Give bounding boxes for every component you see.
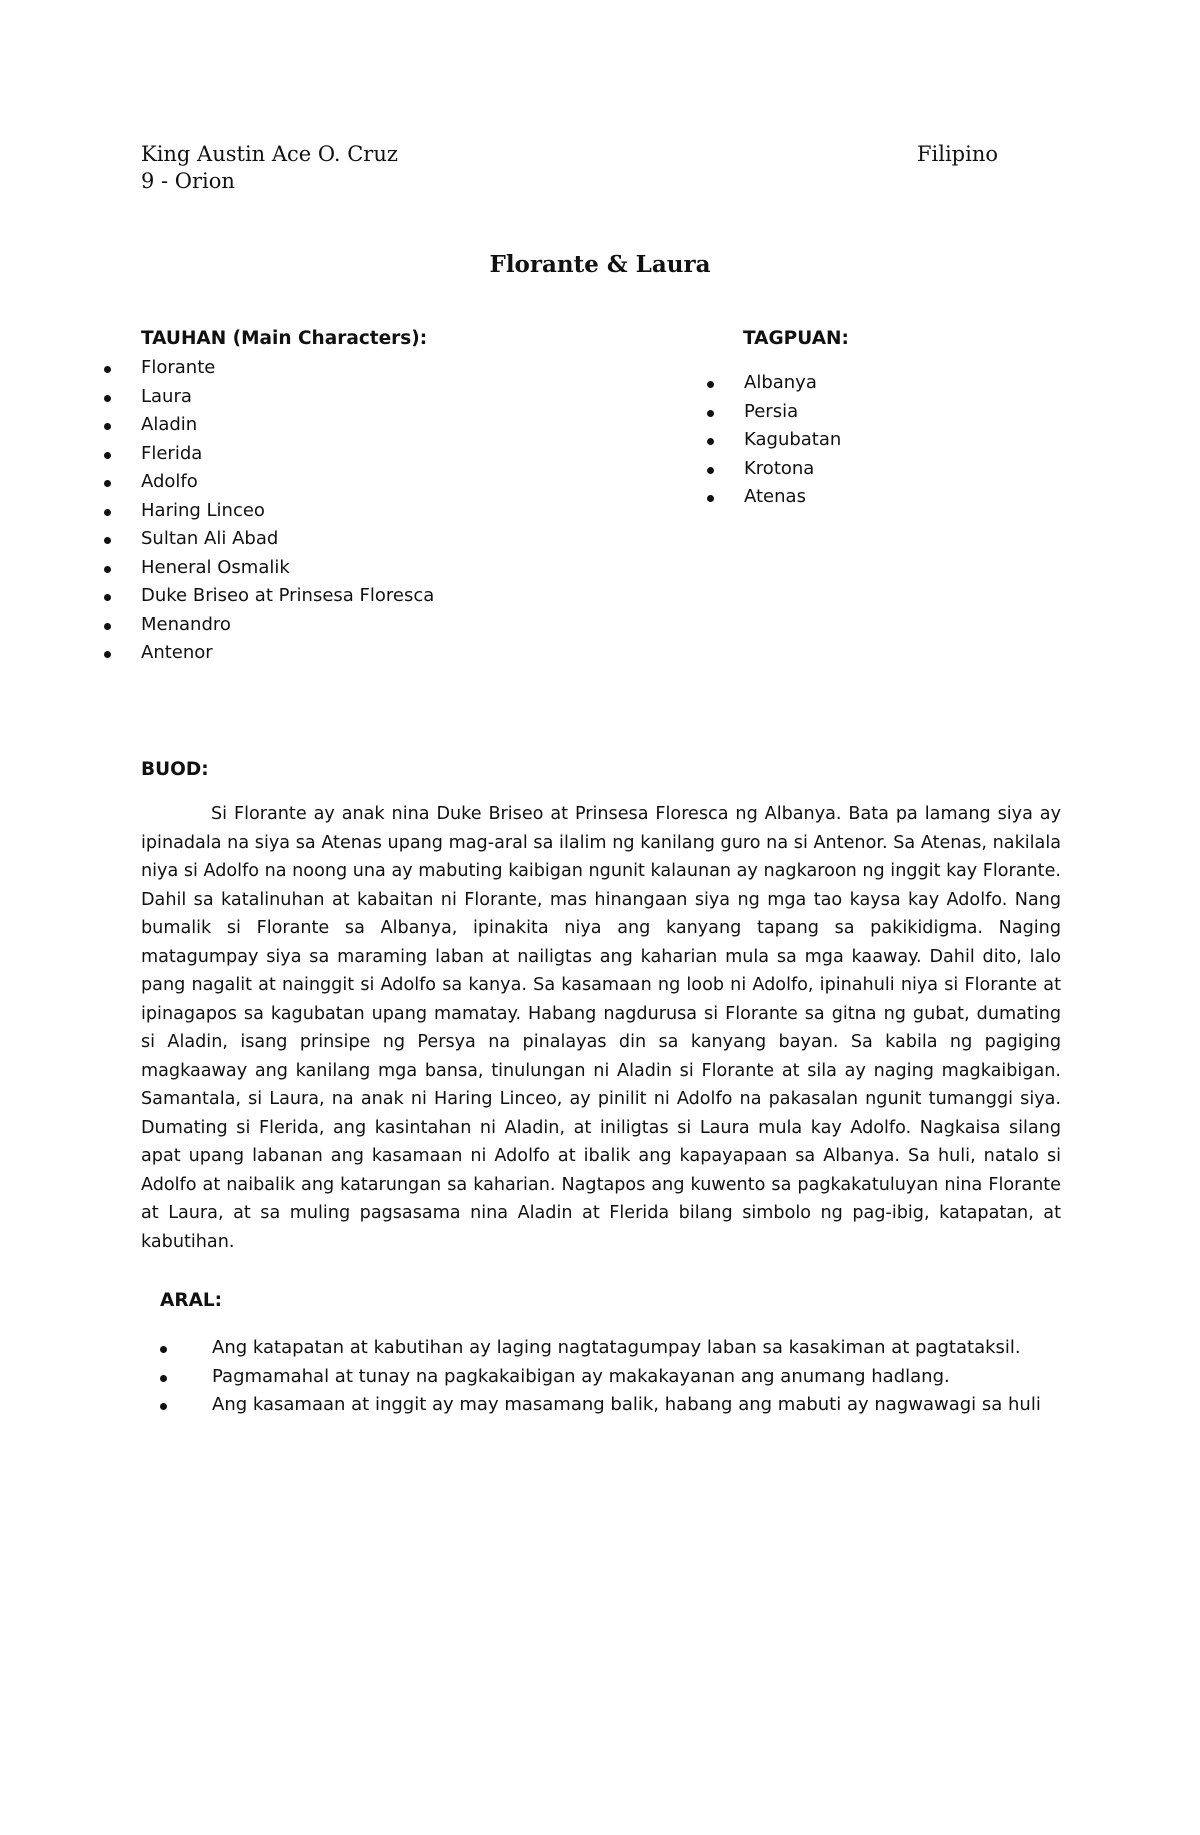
aral-item-text: Ang katapatan at kabutihan ay laging nagtatagumpay laban sa kasakiman at pagtataksil.: [212, 1337, 1021, 1358]
tauhan-item: [104, 383, 434, 412]
tauhan-item: [104, 639, 434, 668]
aral-item: [160, 1391, 1041, 1420]
bullet-icon: [104, 537, 111, 544]
tagpuan-item-text: Atenas: [744, 486, 806, 507]
bullet-icon: [707, 410, 714, 417]
aral-heading: ARAL:: [160, 1290, 223, 1311]
tauhan-item: [104, 354, 434, 383]
bullet-icon: [104, 452, 111, 459]
tauhan-item-text: Sultan Ali Abad: [141, 528, 279, 549]
aral-item-text: Pagmamahal at tunay na pagkakaibigan ay makakayanan ang anumang hadlang.: [212, 1365, 950, 1387]
tagpuan-item-text: Kagubatan: [744, 429, 842, 450]
bullet-icon: [104, 509, 111, 516]
bullet-icon: [707, 495, 714, 502]
tauhan-item: [104, 497, 434, 526]
bullet-icon: [104, 651, 111, 658]
bullet-icon: [160, 1346, 167, 1353]
tauhan-item-text: Florante: [141, 357, 216, 378]
tauhan-item-text: Aladin: [141, 414, 198, 435]
student-section: 9 - Orion: [141, 169, 235, 193]
bullet-icon: [160, 1403, 167, 1410]
tagpuan-heading: TAGPUAN:: [743, 328, 849, 349]
tauhan-item-text: Antenor: [141, 642, 213, 663]
tauhan-item: [104, 554, 434, 583]
bullet-icon: [104, 366, 111, 373]
tauhan-item-text: Heneral Osmalik: [141, 556, 290, 578]
tauhan-item: [104, 468, 434, 497]
bullet-icon: [104, 480, 111, 487]
tagpuan-item: [707, 398, 841, 427]
tauhan-item-text: Adolfo: [141, 471, 198, 492]
aral-item: [160, 1363, 1041, 1392]
tauhan-item-text: Duke Briseo at Prinsesa Floresca: [141, 585, 435, 606]
tagpuan-item-text: Krotona: [744, 457, 815, 479]
tauhan-item-text: Menandro: [141, 613, 231, 635]
aral-item: [160, 1334, 1041, 1363]
buod-heading: BUOD:: [141, 759, 209, 780]
tagpuan-item: [707, 369, 841, 398]
tagpuan-list: [707, 369, 841, 512]
document-title: Florante & Laura: [489, 251, 711, 278]
buod-paragraph: Si Florante ay anak nina Duke Briseo at Prinsesa Floresca ng Albanya. Bata pa lamang siya ay ipinadala na siya sa Atenas upang mag-aral sa ilalim ng kanilang guro na si Antenor. Sa Atenas, nakilala niya si Adolfo na noong una ay mabuting kaibigan ngunit kalaunan ay nagkaroon ng inggit kay Florante. Dahil sa katalinuhan at kabaitan ni Florante, mas hinangaan siya ng mga tao kaysa kay Adolfo. Nang bumalik si Florante sa Albanya, ipinakita niya ang kanyang tapang sa pakikidigma. Naging matagumpay siya sa maraming laban at nailigtas ang kaharian mula sa mga kaaway. Dahil dito, lalo pang nagalit at nainggit si Adolfo sa kanya. Sa kasamaan ng loob ni Adolfo, ipinahuli niya si Florante at ipinagapos sa kagubatan upang mamatay. Habang nagdurusa si Florante sa gitna ng gubat, dumating si Aladin, isang prinsipe ng Persya na pinalayas din sa kanyang bayan. Sa kabila ng pagiging magkaaway ang kanilang mga bansa, tinulungan ni Aladin si Florante at sila ay naging magkaibigan. Samantala, si Laura, na anak ni Haring Linceo, ay pinilit ni Adolfo na pakasalan ngunit tumanggi siya. Dumating si Flerida, ang kasintahan ni Aladin, at iniligtas si Laura mula kay Adolfo. Nagkaisa silang apat upang labanan ang kasamaan ni Adolfo at ibalik ang kapayapaan sa Albanya. Sa huli, natalo si Adolfo at naibalik ang katarungan sa kaharian. Nagtapos ang kuwento sa pagkakatuluyan nina Florante at Laura, at sa muling pagsasama nina Aladin at Flerida bilang simbolo ng pag-ibig, katapatan, at kabutihan.: [141, 804, 1061, 1252]
bullet-icon: [160, 1375, 167, 1382]
student-name: King Austin Ace O. Cruz: [141, 142, 398, 166]
tauhan-item: [104, 525, 434, 554]
bullet-icon: [104, 566, 111, 573]
tagpuan-item: [707, 426, 841, 455]
tauhan-item: [104, 411, 434, 440]
bullet-icon: [104, 395, 111, 402]
subject-label: Filipino: [916, 142, 998, 166]
bullet-icon: [707, 381, 714, 388]
bullet-icon: [104, 423, 111, 430]
aral-list: [160, 1334, 1041, 1420]
bullet-icon: [104, 594, 111, 601]
bullet-icon: [707, 438, 714, 445]
buod-section: [141, 800, 1061, 1256]
tagpuan-item-text: Persia: [744, 400, 799, 422]
tauhan-item: [104, 582, 434, 611]
tauhan-item: [104, 611, 434, 640]
tauhan-item-text: Haring Linceo: [141, 499, 265, 521]
tauhan-heading: TAUHAN (Main Characters):: [141, 328, 428, 349]
tauhan-item: [104, 440, 434, 469]
tagpuan-item-text: Albanya: [744, 372, 817, 393]
tauhan-item-text: Laura: [141, 385, 192, 407]
tauhan-item-text: Flerida: [141, 442, 203, 464]
aral-item-text: Ang kasamaan at inggit ay may masamang balik, habang ang mabuti ay nagwawagi sa huli: [212, 1394, 1041, 1415]
tagpuan-item: [707, 455, 841, 484]
tauhan-list: [104, 354, 434, 668]
bullet-icon: [104, 623, 111, 630]
bullet-icon: [707, 467, 714, 474]
tagpuan-item: [707, 483, 841, 512]
